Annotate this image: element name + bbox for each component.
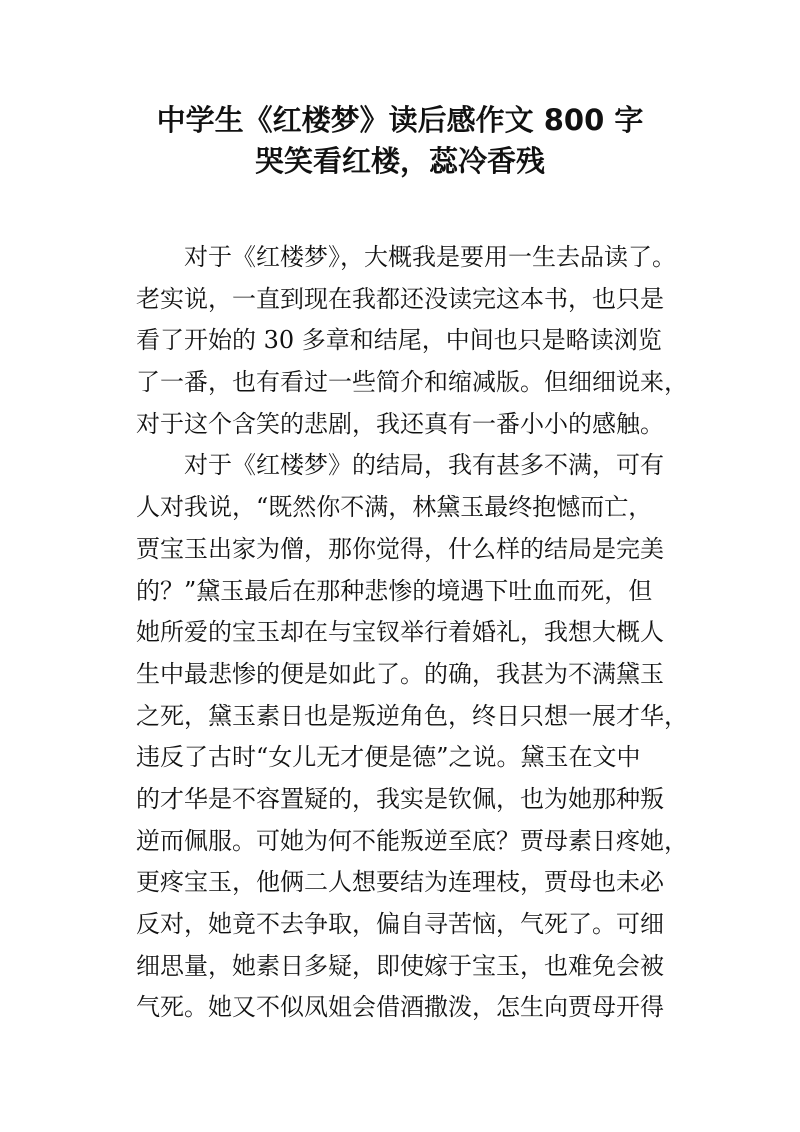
text-line: 细思量，她素日多疑，即使嫁于宝玉，也难免会被 — [136, 951, 664, 980]
text-line: 更疼宝玉，他俩二人想要结为连理枝，贾母也未必 — [136, 868, 664, 897]
text-line: 对于《红楼梦》，大概我是要用一生去品读了。 — [136, 243, 676, 271]
text-line: 人对我说，“既然你不满，林黛玉最终抱憾而亡， — [136, 493, 653, 522]
document-title: 中学生《红楼梦》读后感作文 800 字 — [156, 103, 644, 137]
text-line: 的？”黛玉最后在那种悲惨的境遇下吐血而死，但 — [136, 576, 653, 605]
text-line: 生中最悲惨的便是如此了。的确，我甚为不满黛玉 — [136, 659, 664, 688]
text-line: 对于这个含笑的悲剧，我还真有一番小小的感触。 — [136, 409, 664, 438]
text-line: 她所爱的宝玉却在与宝钗举行着婚礼，我想大概人 — [136, 618, 664, 647]
text-line: 老实说，一直到现在我都还没读完这本书，也只是 — [136, 284, 664, 313]
text-line: 对于《红楼梦》的结局，我有甚多不满，可有 — [136, 451, 664, 480]
text-line: 违反了古时“女儿无才便是德”之说。黛玉在文中 — [136, 743, 641, 772]
text-line: 了一番，也有看过一些简介和缩减版。但细细说来， — [136, 368, 688, 397]
text-line: 看了开始的 30 多章和结尾，中间也只是略读浏览 — [136, 326, 662, 355]
text-line: 的才华是不容置疑的，我实是钦佩，也为她那种叛 — [136, 784, 664, 813]
text-line: 贾宝玉出家为僧，那你觉得，什么样的结局是完美 — [136, 534, 664, 563]
text-line: 之死，黛玉素日也是叛逆角色，终日只想一展才华， — [136, 701, 688, 730]
text-line: 反对，她竟不去争取，偏自寻苦恼，气死了。可细 — [136, 910, 664, 938]
text-line: 逆而佩服。可她为何不能叛逆至底？贾母素日疼她， — [136, 826, 688, 855]
document-subtitle: 哭笑看红楼，蕊冷香残 — [254, 144, 545, 178]
text-line: 气死。她又不似凤姐会借酒撒泼，怎生向贾母开得 — [136, 993, 664, 1022]
document-body — [136, 237, 696, 1029]
